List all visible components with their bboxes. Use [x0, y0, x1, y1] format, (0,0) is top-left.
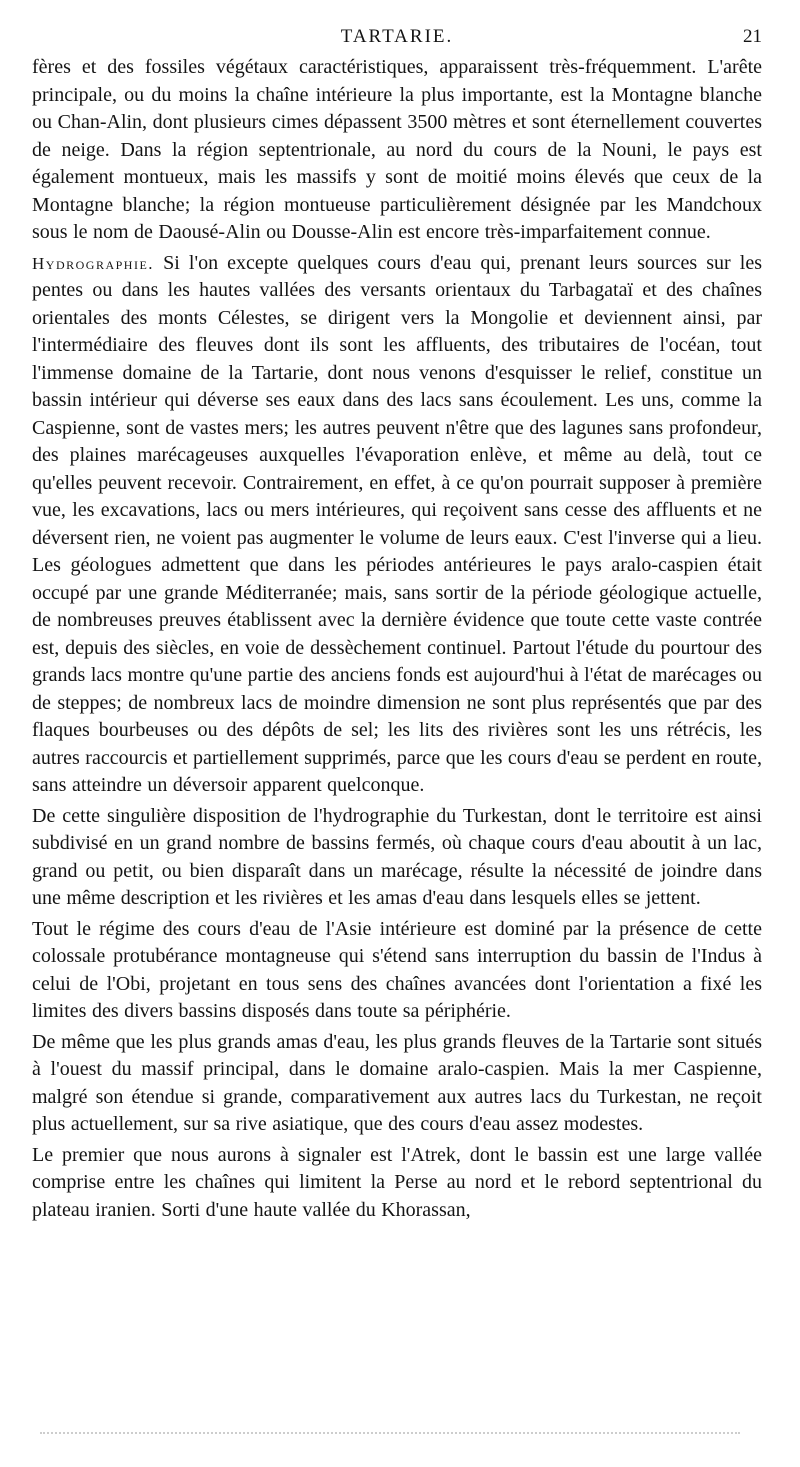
- paragraph-4: Tout le régime des cours d'eau de l'Asie intérieure est dominé par la présence de cette colossale protubérance montagneuse qui s'étend sans interruption du bassin de l'Indus à celui de l'Obi, projetant en tous sens des chaînes avancées dont l'orientation a fixé les limites des divers bassins disposés dans toute sa périphérie.: [32, 917, 762, 1022]
- section-heading-hydrographie: Hydrographie.: [32, 253, 155, 273]
- paragraph-2-text: Si l'on excepte quelques cours d'eau qui, prenant leurs sources sur les pentes ou dans les hautes vallées des versants orientaux du Tarbagataï et des chaînes orientales des monts Célestes, se dirigent vers la Mongolie et deviennent ainsi, par l'intermédiaire des fleuves dont ils sont les affluents, des tributaires de l'océan, tout l'immense domaine de la Tartarie, dont nous venons d'esquisser le relief, constitue un bassin intérieur qui déverse ses eaux dans des lacs sans écoulement. Les uns, comme la Caspienne, sont de vastes mers; les autres peuvent n'être que des lagunes sans profondeur, des plaines marécageuses auxquelles l'évaporation enlève, et même au delà, tout ce qu'elles peuvent recevoir. Contrairement, en effet, à ce qu'on pourrait supposer à première vue, les excavations, lacs ou mers intérieures, qui reçoivent sans cesse des affluents et ne déversent rien, ne voient pas augmenter le volume de leurs eaux. C'est l'inverse qui a lieu. Les géologues admettent que dans les périodes antérieures le pays aralo-caspien était occupé par une grande Méditerranée; mais, sans sortir de la période géologique actuelle, de nombreuses preuves établissent avec la dernière évidence que toute cette vaste contrée est, depuis des siècles, en voie de dessèchement continuel. Partout l'étude du pourtour des grands lacs montre qu'une partie des anciens fonds est aujourd'hui à l'état de marécages ou de steppes; de nombreux lacs de moindre dimension ne sont plus représentés que par des flaques bourbeuses ou des dépôts de sel; les lits des rivières sont les uns rétrécis, les autres raccourcis et partiellement supprimés, parce que les cours d'eau se perdent en route, sans atteindre un déversoir apparent quelconque.: [32, 251, 762, 796]
- paragraph-2: [32, 250, 762, 800]
- page-number: 21: [743, 26, 762, 47]
- paragraph-6: Le premier que nous aurons à signaler est l'Atrek, dont le bassin est une large vallée comprise entre les chaînes qui limitent la Perse au nord et le rebord septentrional du plateau iranien. Sorti d'une haute vallée du Khorassan,: [32, 1143, 762, 1221]
- paragraph-5: De même que les plus grands amas d'eau, les plus grands fleuves de la Tartarie sont situés à l'ouest du massif principal, dans le domaine aralo-caspien. Mais la mer Caspienne, malgré son étendue si grande, comparativement aux autres lacs du Turkestan, ne reçoit plus actuellement, sur sa rive asiatique, que des cours d'eau assez modestes.: [32, 1030, 762, 1135]
- body-text: [32, 54, 762, 1224]
- paragraph-3: De cette singulière disposition de l'hydrographie du Turkestan, dont le territoire est ainsi subdivisé en un grand nombre de bassins fermés, où chaque cours d'eau aboutit à un lac, grand ou petit, ou bien disparaît dans un marécage, résulte la nécessité de joindre dans une même description et les rivières et les amas d'eau dans lesquels elles se jettent.: [32, 804, 762, 909]
- paragraph-1: fères et des fossiles végétaux caractéristiques, apparaissent très-fréquemment. L'arête principale, ou du moins la chaîne intérieure la plus importante, est la Montagne blanche ou Chan-Alin, dont plusieurs cimes dépassent 3500 mètres et sont éternellement couvertes de neige. Dans la région septentrionale, au nord du cours de la Nouni, le pays est également montueux, mais les massifs y sont de moitié moins élevés que ceux de la Montagne blanche; la région montueuse particulièrement désignée par les Mandchoux sous le nom de Daousé-Alin ou Dousse-Alin est encore très-imparfaitement connue.: [32, 56, 762, 243]
- document-page: [32, 26, 762, 1224]
- running-head: [32, 26, 762, 52]
- running-title: TARTARIE.: [340, 26, 454, 47]
- page-bottom-bleed: [40, 1432, 740, 1434]
